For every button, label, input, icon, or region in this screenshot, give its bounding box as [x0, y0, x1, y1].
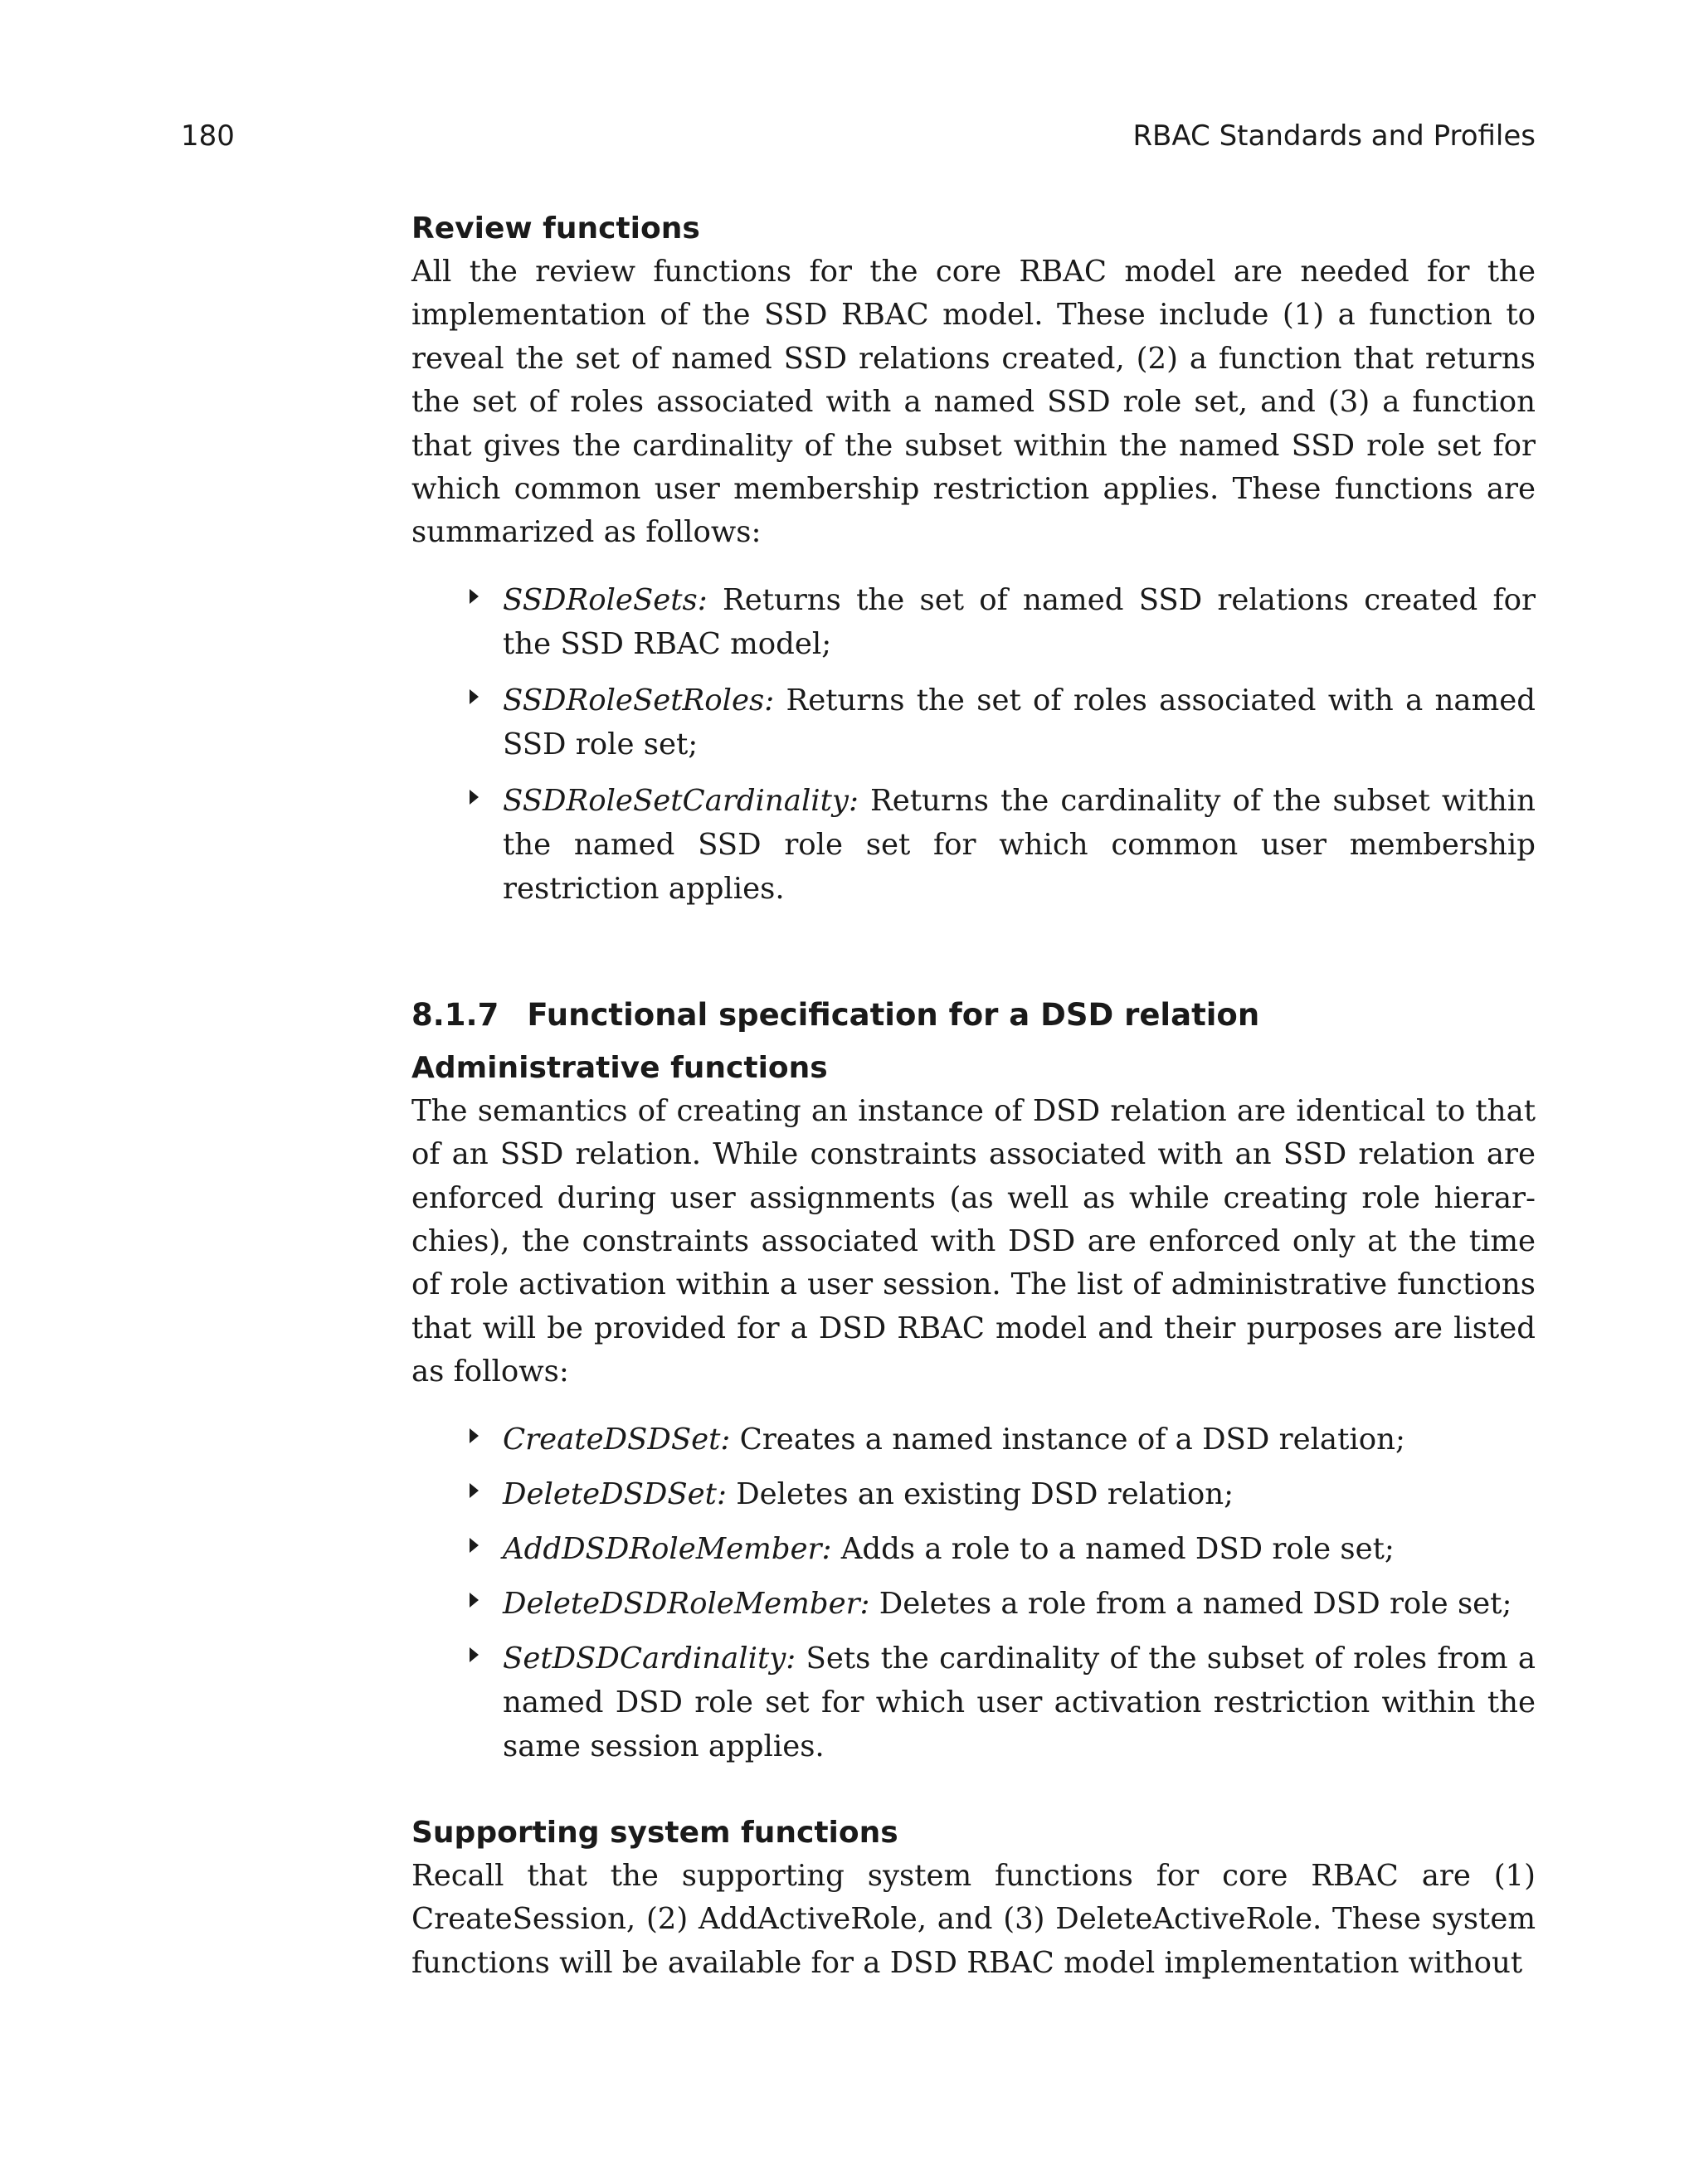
function-name: SSDRoleSetRoles: — [503, 683, 775, 717]
bullet-icon — [470, 589, 479, 604]
list-item — [411, 1527, 1536, 1571]
section-number: 8.1.7 — [411, 996, 499, 1033]
function-description: Adds a role to a named DSD role set; — [831, 1531, 1395, 1566]
function-name: SSDRoleSetCardinality: — [503, 783, 859, 818]
function-name: AddDSDRoleMember: — [503, 1531, 832, 1566]
page-number: 180 — [181, 119, 235, 153]
running-title: RBAC Standards and Profiles — [1132, 119, 1536, 153]
supporting-system-functions-heading: Supporting system functions — [411, 1815, 898, 1850]
review-functions-paragraph: All the review functions for the core RBAC model are needed for the implementation of the SSD RBAC model. These include (1) a function to reveal the set of named SSD relations created, (2) a function that returns the set of roles associated with a named SSD role set, and (3) a function that gives the cardinality of the subset within the named SSD role set for which common user membership restriction applies. These functions are summarized as follows: — [411, 255, 1536, 550]
bullet-icon — [470, 1428, 479, 1443]
function-description: Sets the cardinality of the subset of roles from a named DSD role set for which user activation restriction within the same session applies. — [503, 1641, 1536, 1763]
bullet-icon — [470, 1593, 479, 1608]
section-heading — [411, 992, 1536, 1038]
administrative-functions-heading: Administrative functions — [411, 1050, 828, 1085]
list-item — [411, 1582, 1536, 1626]
section-title: Functional specification for a DSD relation — [527, 996, 1260, 1033]
function-description: Deletes a role from a named DSD role set; — [869, 1586, 1512, 1621]
administrative-functions-paragraph: The semantics of creating an instance of DSD relation are identical to that of an SSD relation. While constraints associated with an SSD relation are enforced during user assignments (as well as while creating role hierarchies), the constraints associated with DSD are enforced only at the time of role activation within a user session. The list of administrative functions that will be provided for a DSD RBAC model and their purposes are listed as follows: — [411, 1093, 1536, 1389]
list-item — [411, 1472, 1536, 1516]
review-functions-heading: Review functions — [411, 212, 700, 246]
list-item — [411, 779, 1536, 911]
function-name: SetDSDCardinality: — [503, 1641, 796, 1676]
function-name: DeleteDSDRoleMember: — [503, 1586, 870, 1621]
function-description: Creates a named instance of a DSD relation; — [730, 1422, 1405, 1457]
function-name: DeleteDSDSet: — [503, 1476, 727, 1511]
list-item — [411, 679, 1536, 766]
running-head — [181, 116, 1536, 156]
function-name: SSDRoleSets: — [503, 582, 708, 617]
list-item — [411, 578, 1536, 666]
bullet-icon — [470, 1647, 479, 1662]
administrative-functions-list — [411, 1418, 1536, 1768]
function-description: Returns the set of roles associated with a named SSD role set; — [503, 683, 1536, 761]
bullet-icon — [470, 790, 479, 805]
list-item — [411, 1637, 1536, 1768]
function-name: CreateDSDSet: — [503, 1422, 731, 1457]
function-description: Deletes an existing DSD relation; — [726, 1476, 1234, 1511]
page-content — [411, 207, 1536, 1985]
bullet-icon — [470, 689, 479, 704]
supporting-system-functions-paragraph: Recall that the supporting system functions for core RBAC are (1) CreateSession, (2) AddActiveRole, and (3) DeleteActiveRole. These system functions will be available for a DSD RBAC model implementation without — [411, 1858, 1536, 1980]
review-functions-list — [411, 578, 1536, 911]
bullet-icon — [470, 1538, 479, 1553]
bullet-icon — [470, 1483, 479, 1498]
list-item — [411, 1418, 1536, 1462]
function-description: Returns the set of named SSD relations created for the SSD RBAC model; — [503, 582, 1536, 661]
function-description: Returns the cardinality of the subset within the named SSD role set for which common user membership restriction applies. — [503, 783, 1536, 906]
